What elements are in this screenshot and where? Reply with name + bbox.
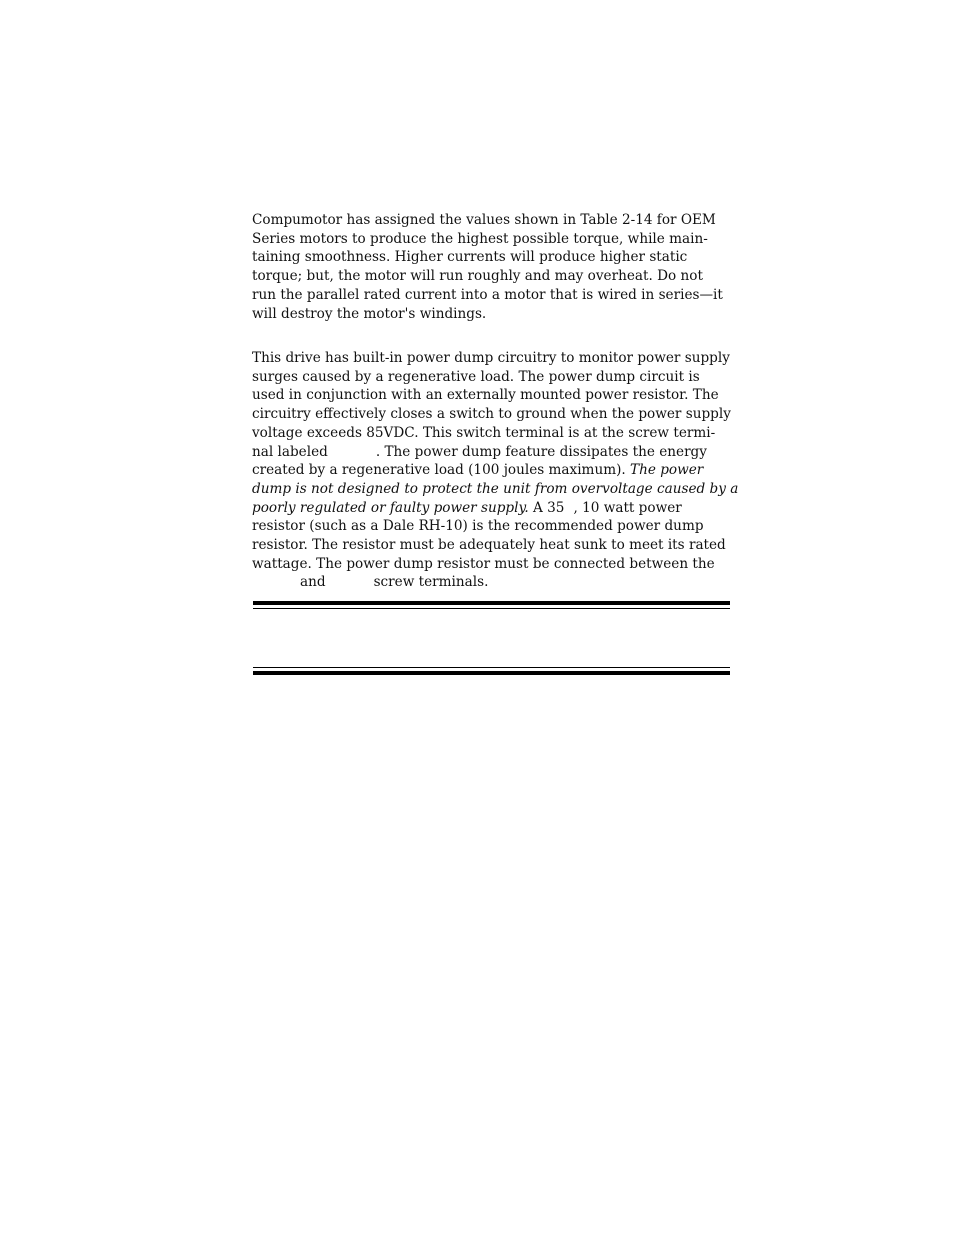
text-run: screw terminals. — [373, 574, 489, 591]
paragraph-line: will destroy the motor's windings. — [252, 305, 487, 322]
text-run: A 35 — [528, 499, 565, 516]
paragraph-line: torque; but, the motor will run roughly and may overheat. Do not — [252, 268, 703, 285]
paragraph-line: surges caused by a regenerative load. The power dump circuit is — [252, 368, 700, 385]
note-box-bottom-rule — [253, 666, 730, 676]
motor-current-paragraph — [252, 211, 732, 323]
paragraph-line: run the parallel rated current into a motor that is wired in series—it — [252, 286, 723, 303]
italic-text-run: poorly regulated or faulty power supply. — [252, 499, 529, 516]
paragraph-line: Compumotor has assigned the values shown in Table 2-14 for OEM — [252, 212, 716, 228]
paragraph-line: This drive has built-in power dump circuitry to monitor power supply — [252, 350, 730, 366]
paragraph-line: wattage. The power dump resistor must be connected between the — [252, 555, 715, 572]
paragraph-line: taining smoothness. Higher currents will produce higher static — [252, 249, 688, 266]
italic-paragraph-line: dump is not designed to protect the unit from overvoltage caused by a — [252, 480, 739, 497]
text-run: and — [300, 574, 326, 591]
text-run: nal labeled — [252, 443, 328, 460]
paragraph-line: resistor (such as a Dale RH-10) is the recommended power dump — [252, 518, 704, 535]
paragraph-line — [252, 573, 732, 592]
paragraph-line — [252, 499, 732, 518]
paragraph-line: voltage exceeds 85VDC. This switch terminal is at the screw termi- — [252, 424, 716, 441]
paragraph-line: Series motors to produce the highest possible torque, while main- — [252, 230, 708, 247]
thick-divider — [253, 601, 730, 605]
text-run: created by a regenerative load (100 joules maximum). — [252, 462, 631, 479]
text-run: , 10 watt power — [573, 499, 682, 516]
paragraph-line: used in conjunction with an externally mounted power resistor. The — [252, 387, 719, 404]
thin-divider — [253, 608, 730, 609]
power-dump-paragraph — [252, 349, 739, 592]
thick-divider — [253, 671, 730, 675]
note-box-top-rule — [253, 601, 730, 611]
paragraph-line: circuitry effectively closes a switch to ground when the power supply — [252, 406, 731, 423]
thin-divider — [253, 667, 730, 668]
paragraph-line — [252, 443, 732, 462]
paragraph-line: resistor. The resistor must be adequately heat sunk to meet its rated — [252, 537, 726, 554]
italic-text-run: The power — [630, 462, 704, 479]
text-run: . The power dump feature dissipates the energy — [375, 443, 707, 460]
paragraph-line — [252, 461, 732, 480]
